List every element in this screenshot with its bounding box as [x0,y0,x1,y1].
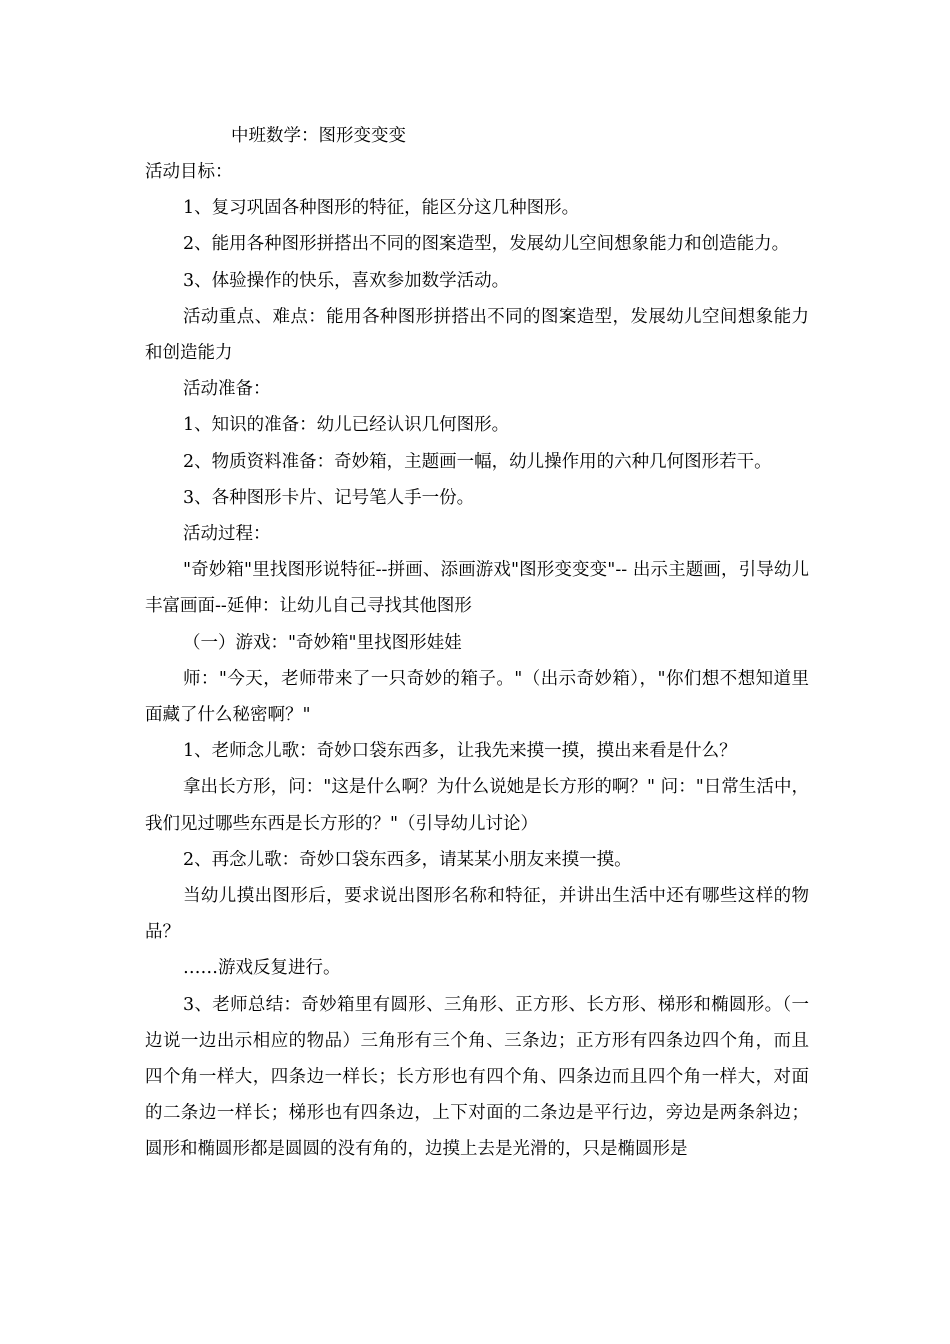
document-title: 中班数学：图形变变变 [231,126,406,146]
paragraph: 1、老师念儿歌：奇妙口袋东西多，让我先来摸一摸，摸出来看是什么？ [183,741,737,762]
paragraph: （一）游戏："奇妙箱"里找图形娃娃 [183,632,462,653]
paragraph: 2、能用各种图形拼搭出不同的图案造型，发展幼儿空间想象能力和创造能力。 [183,234,790,255]
paragraph: 师："今天，老师带来了一只奇妙的箱子。"（出示奇妙箱），"你们想不想知道里面藏了什么秘密啊？" [145,668,809,726]
paragraph: 2、物质资料准备：奇妙箱，主题画一幅，幼儿操作用的六种几何图形若干。 [183,451,772,472]
paragraph-list [145,154,809,1168]
paragraph: 3、老师总结：奇妙箱里有圆形、三角形、正方形、长方形、梯形和椭圆形。（一边说一边出示相应的物品）三角形有三个角、三条边；正方形有四条边四个角，而且四个角一样大，四条边一样长；长方形也有四个角、四条边而且四个角一样大，对面的二条边一样长；梯形也有四条边，上下对面的二条边是平行边，旁边是两条斜边；圆形和椭圆形都是圆圆的没有角的，边摸上去是光滑的，只是椭圆形是 [145,994,809,1160]
document-body [145,118,809,1168]
paragraph: 当幼儿摸出图形后，要求说出图形名称和特征，并讲出生活中还有哪些这样的物品？ [145,886,809,943]
paragraph: 活动准备： [183,379,271,400]
paragraph: 活动重点、难点：能用各种图形拼搭出不同的图案造型，发展幼儿空间想象能力和创造能力 [145,306,809,364]
paragraph: 拿出长方形，问："这是什么啊？为什么说她是长方形的啊？" 问："日常生活中，我们见过哪些东西是长方形的？"（引导幼儿讨论） [145,777,809,834]
paragraph: 3、各种图形卡片、记号笔人手一份。 [183,487,475,508]
paragraph: "奇妙箱"里找图形说特征--拼画、添画游戏"图形变变变"-- 出示主题画，引导幼儿丰富画面--延伸：让幼儿自己寻找其他图形 [145,560,809,617]
paragraph: ……游戏反复进行。 [183,958,341,979]
paragraph: 1、复习巩固各种图形的特征，能区分这几种图形。 [183,198,580,219]
paragraph: 2、再念儿歌：奇妙口袋东西多，请某某小朋友来摸一摸。 [183,849,632,870]
paragraph: 1、知识的准备：幼儿已经认识几何图形。 [183,415,510,436]
paragraph: 活动过程： [183,524,271,545]
paragraph: 活动目标： [145,162,233,182]
paragraph: 3、体验操作的快乐，喜欢参加数学活动。 [183,270,510,291]
